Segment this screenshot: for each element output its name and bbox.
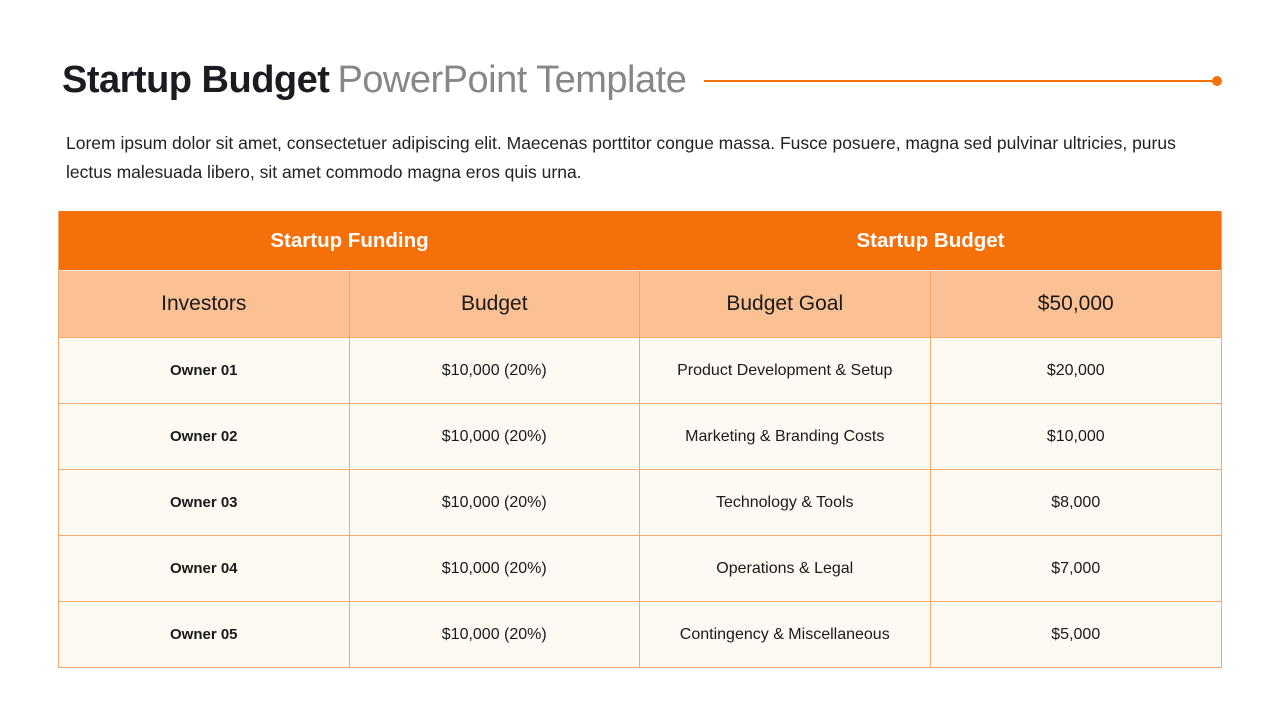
amount-cell: $10,000 xyxy=(1046,427,1105,445)
column-header-total: $50,000 xyxy=(1037,292,1114,315)
investor-cell: Owner 02 xyxy=(59,404,350,469)
title-accent-dot xyxy=(1212,76,1222,86)
amount-cell: $8,000 xyxy=(1051,493,1101,511)
investor-cell: Owner 01 xyxy=(59,338,350,403)
table-row xyxy=(59,337,1221,403)
budget-table xyxy=(58,211,1222,668)
column-header-row xyxy=(59,270,1221,337)
budget-goal-cell: Technology & Tools xyxy=(640,470,931,535)
slide-description: Lorem ipsum dolor sit amet, consectetuer adipiscing elit. Maecenas porttitor congue massa. Fusce posuere, magna sed pulvinar ultricies, purus lectus malesuada libero, sit amet commodo magna eros quis urna. xyxy=(66,133,1176,182)
table-row xyxy=(59,535,1221,601)
amount-cell: $7,000 xyxy=(1051,559,1101,577)
table-row xyxy=(59,403,1221,469)
slide-title xyxy=(62,56,686,104)
section-header-row xyxy=(59,211,1221,270)
budget-cell: $10,000 (20%) xyxy=(350,338,641,403)
budget-cell: $10,000 (20%) xyxy=(350,404,641,469)
budget-goal-cell: Product Development & Setup xyxy=(640,338,931,403)
title-primary-text: Startup Budget xyxy=(62,59,330,101)
investor-cell: Owner 03 xyxy=(59,470,350,535)
section-header-funding: Startup Funding xyxy=(270,228,429,252)
section-header-budget: Startup Budget xyxy=(856,228,1005,252)
column-header-investors: Investors xyxy=(59,271,350,337)
budget-cell: $10,000 (20%) xyxy=(350,536,641,601)
investor-cell: Owner 04 xyxy=(59,536,350,601)
title-accent-line xyxy=(704,80,1221,82)
budget-goal-cell: Contingency & Miscellaneous xyxy=(640,602,931,667)
investor-cell: Owner 05 xyxy=(59,602,350,667)
table-row xyxy=(59,601,1221,667)
column-header-budget: Budget xyxy=(350,271,641,337)
slide-title-row xyxy=(62,56,1221,104)
budget-goal-cell: Marketing & Branding Costs xyxy=(640,404,931,469)
budget-cell: $10,000 (20%) xyxy=(350,602,641,667)
column-header-budget-goal: Budget Goal xyxy=(640,271,931,337)
budget-goal-cell: Operations & Legal xyxy=(640,536,931,601)
table-row xyxy=(59,469,1221,535)
amount-cell: $20,000 xyxy=(1046,361,1105,379)
budget-cell: $10,000 (20%) xyxy=(350,470,641,535)
title-secondary-text: PowerPoint Template xyxy=(337,59,687,101)
amount-cell: $5,000 xyxy=(1051,625,1101,643)
